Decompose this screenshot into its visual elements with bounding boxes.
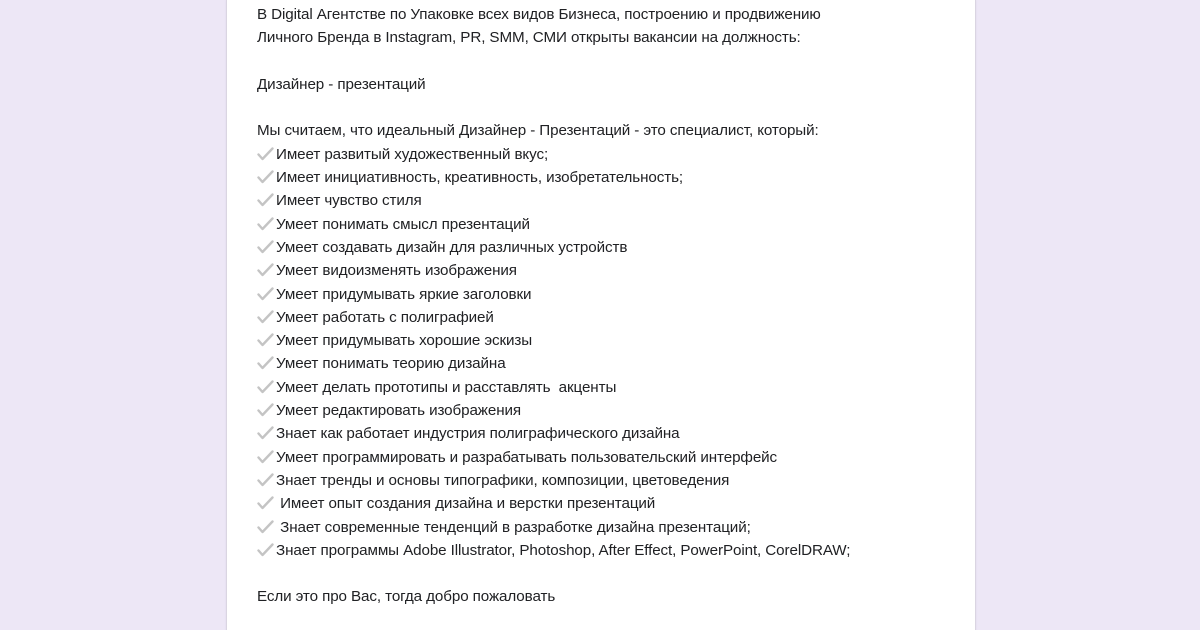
requirement-item: [257, 376, 957, 399]
check-mark-icon: [257, 496, 275, 510]
requirement-text: Знает как работает индустрия полиграфического дизайна: [276, 425, 680, 443]
requirement-text: Умеет придумывать хорошие эскизы: [276, 332, 533, 350]
check-mark-icon: [257, 263, 275, 277]
requirement-text: Имеет развитый художественный вкус;: [276, 145, 549, 163]
check-mark-icon: [257, 240, 275, 254]
check-mark-icon: [257, 426, 275, 440]
requirement-item: [257, 283, 957, 306]
intro-line-1: В Digital Агентстве по Упаковке всех видов Бизнеса, построению и продвижению: [257, 6, 821, 23]
blank-line: [257, 50, 957, 73]
requirement-item: [257, 422, 957, 445]
criteria-intro: Мы считаем, что идеальный Дизайнер - Презентаций - это специалист, который:: [257, 122, 819, 140]
requirement-text: Имеет опыт создания дизайна и верстки презентаций: [276, 495, 656, 513]
requirement-item: [257, 446, 957, 469]
check-mark-icon: [257, 217, 275, 231]
requirement-item: [257, 352, 957, 375]
requirement-text: Знает программы Adobe Illustrator, Photoshop, After Effect, PowerPoint, CorelDRAW;: [276, 541, 851, 559]
requirement-text: Знает современные тенденций в разработке дизайна презентаций;: [276, 518, 751, 536]
requirement-item: [257, 399, 957, 422]
requirement-text: Умеет понимать теорию дизайна: [276, 355, 506, 373]
requirement-text: Умеет видоизменять изображения: [276, 262, 517, 280]
form-description-card: [226, 0, 976, 630]
requirement-item: [257, 166, 957, 189]
requirement-text: Имеет инициативность, креативность, изобретательность;: [276, 169, 684, 187]
requirement-item: [257, 306, 957, 329]
requirement-item: [257, 539, 957, 562]
requirement-item: [257, 143, 957, 166]
requirement-item: [257, 492, 957, 515]
requirement-text: Умеет работать с полиграфией: [276, 308, 494, 326]
blank-line: [257, 96, 957, 119]
requirement-text: Умеет программировать и разрабатывать пользовательский интерфейс: [276, 448, 778, 466]
description-text: [257, 3, 957, 609]
requirement-text: Умеет понимать смысл презентаций: [276, 215, 530, 233]
check-mark-icon: [257, 380, 275, 394]
check-mark-icon: [257, 170, 275, 184]
check-mark-icon: [257, 147, 275, 161]
check-mark-icon: [257, 473, 275, 487]
check-mark-icon: [257, 333, 275, 347]
check-mark-icon: [257, 310, 275, 324]
requirement-item: [257, 469, 957, 492]
requirement-item: [257, 516, 957, 539]
check-mark-icon: [257, 543, 275, 557]
requirement-text: Имеет чувство стиля: [276, 192, 422, 210]
requirement-item: [257, 329, 957, 352]
requirement-text: Умеет делать прототипы и расставлять акценты: [276, 378, 617, 396]
closing-line: Если это про Вас, тогда добро пожаловать: [257, 588, 556, 606]
check-mark-icon: [257, 356, 275, 370]
intro-line-2: Личного Бренда в Instagram, PR, SMM, СМИ открыты вакансии на должность:: [257, 29, 801, 47]
requirement-text: Умеет редактировать изображения: [276, 402, 522, 420]
blank-line: [257, 562, 957, 585]
requirement-item: [257, 236, 957, 259]
requirement-item: [257, 213, 957, 236]
requirement-text: Знает тренды и основы типографики, композиции, цветоведения: [276, 471, 730, 489]
requirements-list: [257, 143, 957, 562]
position-title: Дизайнер - презентаций: [257, 75, 426, 93]
requirement-text: Умеет придумывать яркие заголовки: [276, 285, 532, 303]
check-mark-icon: [257, 520, 275, 534]
check-mark-icon: [257, 403, 275, 417]
requirement-text: Умеет создавать дизайн для различных устройств: [276, 238, 628, 256]
requirement-item: [257, 189, 957, 212]
requirement-item: [257, 259, 957, 282]
check-mark-icon: [257, 287, 275, 301]
check-mark-icon: [257, 450, 275, 464]
check-mark-icon: [257, 193, 275, 207]
